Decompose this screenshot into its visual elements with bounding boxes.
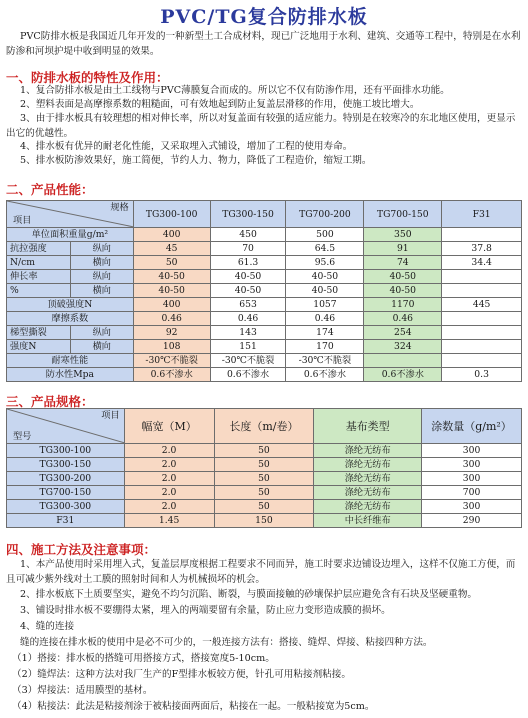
column-header: TG300-100 <box>133 201 210 228</box>
row-label: 防水性Mpa <box>7 368 134 382</box>
row-group-label: 抗拉强度 <box>7 242 71 256</box>
table-cell: 151 <box>210 340 286 354</box>
table-cell: 70 <box>210 242 286 256</box>
column-header: 基布类型 <box>314 409 422 444</box>
table-cell: 108 <box>133 340 210 354</box>
column-header: 幅宽（M） <box>124 409 214 444</box>
table-row <box>7 256 522 270</box>
column-header: TG700-200 <box>286 201 364 228</box>
table-cell <box>442 326 522 340</box>
row-label: 顶破强度N <box>7 298 134 312</box>
table-cell: 653 <box>210 298 286 312</box>
row-group-label: 梯型撕裂 <box>7 326 71 340</box>
section1-item: 2、塑料表面是高摩擦系数的粗糙面，可有效地起到防止复盖层滑移的作用，使施工坡比增大。 <box>20 99 420 110</box>
table-cell: 0.46 <box>210 312 286 326</box>
column-header: TG700-150 <box>364 201 442 228</box>
table-cell: 0.46 <box>133 312 210 326</box>
table-cell: 74 <box>364 256 442 270</box>
section4-item: （4）粘接法：此法是粘接剂涂于被粘接面两面后，粘接在一起。一般粘接宽为5cm。 <box>12 701 375 712</box>
table-cell: 1170 <box>364 298 442 312</box>
table-cell: 300 <box>422 444 522 458</box>
row-sub-label: 纵向 <box>70 326 133 340</box>
row-model: TG300-100 <box>7 444 125 458</box>
table-cell: -30℃不脆裂 <box>133 354 210 368</box>
table-cell: -30℃不脆裂 <box>286 354 364 368</box>
table-row <box>7 298 522 312</box>
section1-item: 1、复合防排水板是由土工线物与PVC薄膜复合而成的。所以它不仅有防渗作用，还有平面排水功能。 <box>20 85 450 96</box>
table-cell: 64.5 <box>286 242 364 256</box>
section4-item: （3）焊接法：适用膜型的基材。 <box>12 685 153 696</box>
table-cell: 700 <box>422 486 522 500</box>
table-cell: 290 <box>422 514 522 528</box>
table-cell: 445 <box>442 298 522 312</box>
table-cell: 400 <box>133 298 210 312</box>
corner-top-label: 项目 <box>101 410 120 421</box>
table-row <box>7 458 522 472</box>
table-cell: 150 <box>214 514 314 528</box>
table-cell: 40-50 <box>133 270 210 284</box>
table-row <box>7 444 522 458</box>
section4-item: 4、缝的连接 <box>20 621 75 632</box>
table-cell <box>442 312 522 326</box>
row-model: TG300-300 <box>7 500 125 514</box>
table-cell: 324 <box>364 340 442 354</box>
table-cell: 2.0 <box>124 444 214 458</box>
table-cell <box>442 228 522 242</box>
corner-bottom-label: 型号 <box>13 431 32 442</box>
row-sub-label: 横向 <box>70 256 133 270</box>
table-cell: 400 <box>133 228 210 242</box>
table-cell: 40-50 <box>286 284 364 298</box>
table-row <box>7 514 522 528</box>
table-cell: 500 <box>286 228 364 242</box>
table-cell: 40-50 <box>286 270 364 284</box>
row-group-label: 强度N <box>7 340 71 354</box>
table-row <box>7 270 522 284</box>
table-row <box>7 472 522 486</box>
table-cell: 0.46 <box>364 312 442 326</box>
table-cell: 涤纶无纺布 <box>314 444 422 458</box>
table-cell: 0.6不渗水 <box>286 368 364 382</box>
table-cell: 50 <box>214 472 314 486</box>
table-cell: 中长纤维布 <box>314 514 422 528</box>
row-label: 耐寒性能 <box>7 354 134 368</box>
corner-bottom-label: 项目 <box>13 215 32 226</box>
table-row <box>7 340 522 354</box>
table-row <box>7 326 522 340</box>
table-cell: 143 <box>210 326 286 340</box>
table-corner-header <box>7 201 134 228</box>
table-cell: 2.0 <box>124 458 214 472</box>
table-cell: 92 <box>133 326 210 340</box>
section4-item: 缝的连接在排水板的使用中是必不可少的，一般连接方法有：搭接、缝焊、焊接、粘接四种方法。 <box>20 637 433 648</box>
section4-item: 2、排水板底下土质要坚实，避免不均匀沉陷、断裂，与膜面接触的砂壤保护层应避免含有石块及坚硬重物。 <box>20 589 478 600</box>
table-cell: 300 <box>422 500 522 514</box>
table-cell: 0.6不渗水 <box>210 368 286 382</box>
section1-item: 4、排水板有优异的耐老化性能，又采取埋入式铺设，增加了工程的使用寿命。 <box>20 141 353 152</box>
table-cell: 1.45 <box>124 514 214 528</box>
table-corner-header <box>7 409 125 444</box>
table-cell: 0.6不渗水 <box>133 368 210 382</box>
table-cell: 0.6不渗水 <box>364 368 442 382</box>
table-cell: 2.0 <box>124 472 214 486</box>
table-cell: 40-50 <box>133 284 210 298</box>
table-cell: 40-50 <box>210 284 286 298</box>
table-cell: -30℃不脆裂 <box>210 354 286 368</box>
section2-heading: 二、产品性能： <box>6 182 94 197</box>
table-cell: 涤纶无纺布 <box>314 500 422 514</box>
row-label: 单位面积重量g/m² <box>7 228 134 242</box>
table-cell: 37.8 <box>442 242 522 256</box>
table-cell: 50 <box>214 500 314 514</box>
section4-item: 1、本产品使用时采用埋入式，复盖层厚度根据工程要求不同而异，施工时要求边铺设边埋入，这样不仅施工方便，而且可减少紫外线对土工膜的照射时间和人为机械损坏的机会。 <box>6 559 516 585</box>
table-cell: 40-50 <box>210 270 286 284</box>
table-cell: 254 <box>364 326 442 340</box>
page-title: PVC/TG复合防排水板 <box>160 6 368 28</box>
performance-table <box>6 200 522 382</box>
table-cell: 300 <box>422 458 522 472</box>
table-cell: 0.46 <box>286 312 364 326</box>
table-row <box>7 284 522 298</box>
row-model: TG300-150 <box>7 458 125 472</box>
row-model: TG700-150 <box>7 486 125 500</box>
table-cell: 50 <box>133 256 210 270</box>
row-sub-label: 纵向 <box>70 270 133 284</box>
table-cell: 涤纶无纺布 <box>314 458 422 472</box>
table-row <box>7 228 522 242</box>
row-sub-label: 横向 <box>70 284 133 298</box>
row-label: 摩擦系数 <box>7 312 134 326</box>
section4-item: （2）缝焊法：这种方法对我厂生产的F型排水板较方便，针孔可用粘接剂粘接。 <box>12 669 351 680</box>
table-cell: 450 <box>210 228 286 242</box>
column-header: 长度（m/卷） <box>214 409 314 444</box>
table-cell: 300 <box>422 472 522 486</box>
table-cell: 40-50 <box>364 270 442 284</box>
section1-item: 5、排水板防渗效果好，施工简便，节约人力、物力，降低了工程造价，缩短工期。 <box>20 155 372 166</box>
table-row <box>7 368 522 382</box>
table-cell: 350 <box>364 228 442 242</box>
table-cell: 45 <box>133 242 210 256</box>
row-sub-label: 横向 <box>70 340 133 354</box>
table-cell: 2.0 <box>124 500 214 514</box>
table-cell: 170 <box>286 340 364 354</box>
table-cell <box>364 354 442 368</box>
corner-top-label: 规格 <box>110 202 129 213</box>
row-sub-label: 纵向 <box>70 242 133 256</box>
row-model: F31 <box>7 514 125 528</box>
row-group-label: 伸长率 <box>7 270 71 284</box>
section4-heading: 四、施工方法及注意事项： <box>6 542 157 557</box>
table-row <box>7 354 522 368</box>
table-cell: 91 <box>364 242 442 256</box>
table-cell: 50 <box>214 458 314 472</box>
table-cell: 174 <box>286 326 364 340</box>
table-row <box>7 500 522 514</box>
table-cell: 1057 <box>286 298 364 312</box>
column-header: 涂数量（g/m²） <box>422 409 522 444</box>
table-cell: 2.0 <box>124 486 214 500</box>
section4-item: 3、铺设时排水板不要绷得太紧，埋入的两端要留有余量，防止应力变形造成膜的损坏。 <box>20 605 391 616</box>
table-cell: 0.3 <box>442 368 522 382</box>
row-group-label: % <box>7 284 71 298</box>
table-row <box>7 486 522 500</box>
table-cell: 40-50 <box>364 284 442 298</box>
section1-heading: 一、防排水板的特性及作用： <box>6 70 169 85</box>
row-group-label: N/cm <box>7 256 71 270</box>
column-header: F31 <box>442 201 522 228</box>
intro-paragraph: PVC防排水板是我国近几年开发的一种新型土工合成材料，现已广泛地用于水利、建筑、交通等工程中，特别是在水利防渗和河坝护堤中收到明显的效果。 <box>6 31 521 57</box>
section3-heading: 三、产品规格： <box>6 394 94 409</box>
column-header: TG300-150 <box>210 201 286 228</box>
table-cell <box>442 340 522 354</box>
table-cell: 涤纶无纺布 <box>314 486 422 500</box>
spec-table <box>6 408 522 528</box>
section1-item: 3、由于排水板具有较理想的相对伸长率，所以对复盖面有较强的适应能力。特别是在较寒冷的东北地区使用，更显示出它的优越性。 <box>6 113 516 139</box>
table-cell <box>442 354 522 368</box>
table-cell: 95.6 <box>286 256 364 270</box>
row-model: TG300-200 <box>7 472 125 486</box>
table-cell <box>442 284 522 298</box>
table-cell: 34.4 <box>442 256 522 270</box>
table-cell <box>442 270 522 284</box>
section4-item: （1）搭接：排水板的搭缝可用搭接方式，搭接宽度5-10cm。 <box>12 653 275 664</box>
table-cell: 涤纶无纺布 <box>314 472 422 486</box>
table-row <box>7 312 522 326</box>
table-row <box>7 242 522 256</box>
table-cell: 50 <box>214 486 314 500</box>
table-cell: 50 <box>214 444 314 458</box>
table-cell: 61.3 <box>210 256 286 270</box>
